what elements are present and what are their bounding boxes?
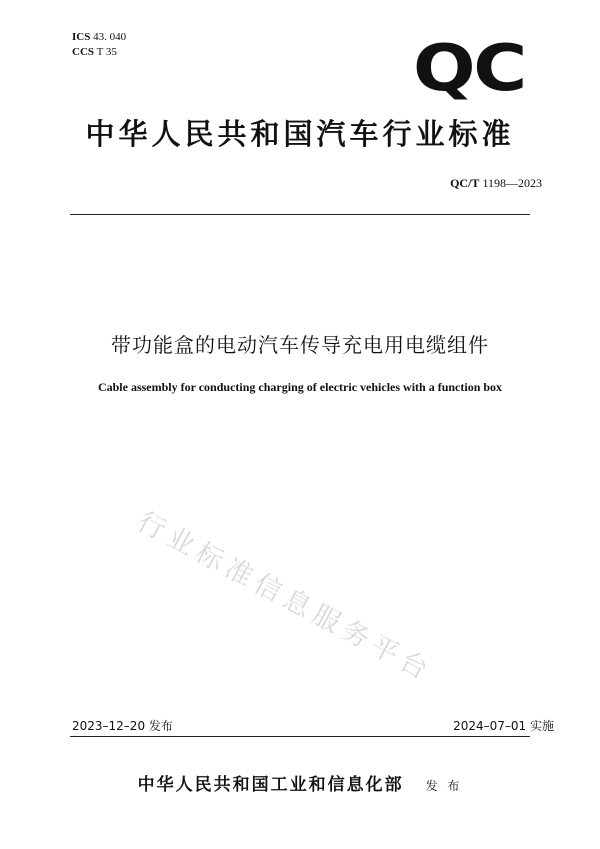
issue-date: 2023–12–20 发布 (72, 719, 173, 733)
ics-label: ICS (72, 31, 91, 43)
ccs-line (72, 45, 126, 60)
standard-number-prefix: QC/T (450, 176, 480, 190)
watermark-text: 行业标准信息服务平台 (132, 506, 439, 689)
ics-code: 43. 040 (93, 31, 127, 43)
publisher-line (0, 770, 600, 795)
publisher-name: 中华人民共和国工业和信息化部 (137, 775, 404, 795)
implementation-date: 2024–07–01 实施 (453, 719, 554, 733)
ccs-label: CCS (72, 46, 95, 58)
qc-logo: QC (413, 32, 525, 106)
top-divider (70, 214, 530, 215)
ccs-code: T 35 (96, 46, 117, 58)
classification-codes (72, 30, 126, 60)
document-title-en: Cable assembly for conducting charging of electric vehicles with a function box (97, 380, 503, 394)
document-title-zh: 带功能盒的电动汽车传导充电用电缆组件 (111, 333, 489, 357)
standard-number (450, 176, 542, 191)
publish-action: 发 布 (425, 779, 463, 793)
standard-category-title: 中华人民共和国汽车行业标准 (85, 117, 515, 151)
ics-line (72, 30, 126, 45)
standard-number-value: 1198—2023 (482, 176, 542, 190)
bottom-divider (70, 736, 530, 737)
